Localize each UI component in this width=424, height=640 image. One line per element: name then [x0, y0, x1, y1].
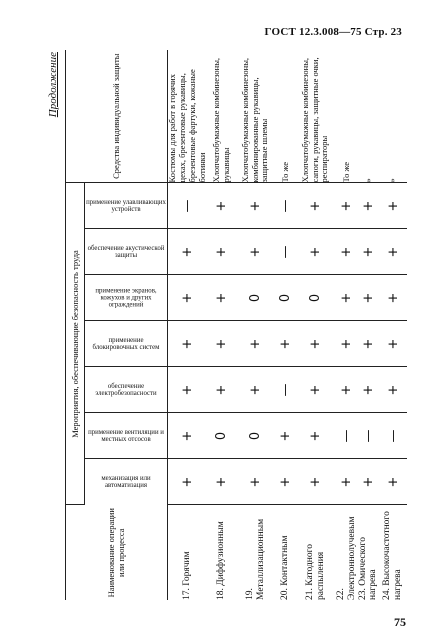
measure-mark: — — [336, 413, 358, 459]
measure-mark: + — [208, 321, 236, 367]
page-number: 75 — [394, 615, 406, 629]
measure-mark: + — [379, 275, 407, 321]
measure-mark: + — [168, 413, 208, 459]
protection-means: То же — [276, 50, 296, 183]
operation-column-header: Наименование операции или процесса — [66, 505, 168, 600]
protection-means: Костюмы для работ в горячих цехах, брезентовые рукавицы, брезентовые фартуки, кожаные ботинки — [168, 50, 208, 183]
rotated-table-area — [45, 50, 404, 600]
measure-mark: + — [276, 459, 296, 505]
measures-group-header: Мероприятия, обеспечивающие безопасность труда — [66, 183, 85, 505]
measure-mark: — — [358, 413, 380, 459]
measure-mark: — — [276, 367, 296, 413]
table-row — [358, 50, 380, 600]
measure-mark: + — [208, 459, 236, 505]
measure-mark: + — [336, 229, 358, 275]
table-row — [336, 50, 358, 600]
table-row — [168, 50, 208, 600]
measure-mark: + — [379, 459, 407, 505]
safety-measures-table — [65, 50, 407, 600]
measure-mark: 0 — [236, 275, 276, 321]
measure-mark: 0 — [296, 275, 336, 321]
operation-name: 18. Диффузионным — [216, 521, 227, 600]
measure-mark: + — [236, 229, 276, 275]
measure-mark: + — [358, 367, 380, 413]
measure-mark: + — [168, 367, 208, 413]
measure-mark: + — [358, 459, 380, 505]
measure-mark: — — [276, 229, 296, 275]
measure-header: применение вентиляции и местных отсосов — [85, 413, 168, 459]
measure-mark: + — [336, 275, 358, 321]
measure-mark: + — [296, 321, 336, 367]
measure-header: применение улавливающих устройств — [85, 183, 168, 229]
table-row — [276, 50, 296, 600]
measure-mark: + — [296, 413, 336, 459]
measure-mark: + — [358, 275, 380, 321]
measure-mark: + — [296, 229, 336, 275]
measure-header: применение экранов, кожухов и других ограждений — [85, 275, 168, 321]
operation-name: 23. Омического нагрева — [357, 537, 379, 600]
measure-mark: — — [379, 413, 407, 459]
measure-mark: + — [236, 321, 276, 367]
measure-mark: — — [168, 183, 208, 229]
operation-name: 21. Катодного распыления — [304, 543, 326, 600]
operation-name: 24. Высокочастотного нагрева — [382, 511, 404, 600]
protection-means: То же — [336, 50, 358, 183]
measure-mark: 0 — [236, 413, 276, 459]
protection-means: » — [358, 50, 380, 183]
measure-mark: + — [296, 367, 336, 413]
continuation-label: Продолжение — [47, 52, 59, 118]
protection-means: Хлопчатобумажные комбинезоны, рукавицы — [208, 50, 236, 183]
measure-mark: + — [168, 229, 208, 275]
measure-mark: + — [168, 459, 208, 505]
measure-mark: + — [379, 321, 407, 367]
measure-mark: + — [336, 459, 358, 505]
measure-mark: + — [358, 321, 380, 367]
protection-means: Хлопчатобумажные комбинезоны, сапоги, рукавицы, защитные очки, респираторы — [296, 50, 336, 183]
measure-mark: + — [296, 459, 336, 505]
measure-mark: + — [296, 183, 336, 229]
measure-header: механизация или автоматизация — [85, 459, 168, 505]
measure-mark: + — [276, 413, 296, 459]
measure-header: обеспечение акустической защиты — [85, 229, 168, 275]
operation-name: 17. Горячим — [182, 551, 193, 600]
protection-means: » — [379, 50, 407, 183]
measure-mark: + — [208, 229, 236, 275]
measure-mark: 0 — [276, 275, 296, 321]
table-row — [296, 50, 336, 600]
measure-mark: 0 — [208, 413, 236, 459]
measure-mark: + — [336, 183, 358, 229]
measure-mark: + — [208, 275, 236, 321]
measure-mark: — — [276, 183, 296, 229]
measure-mark: + — [379, 229, 407, 275]
protection-means: Хлопчатобумажные комбинезоны, комбинированные рукавицы, защитные шлемы — [236, 50, 276, 183]
measure-mark: + — [168, 275, 208, 321]
operation-name: 22. Электроннолучевым — [335, 516, 357, 600]
operation-name: 19. Металлизационным — [244, 518, 266, 600]
measure-mark: + — [208, 367, 236, 413]
page-header: ГОСТ 12.3.008—75 Стр. 23 — [264, 26, 402, 38]
protection-column-header: Средства индивидуальной защиты — [66, 50, 168, 183]
measure-header: обеспечение электробезопасности — [85, 367, 168, 413]
table-row — [236, 50, 276, 600]
measure-mark: + — [358, 183, 380, 229]
measure-mark: + — [236, 183, 276, 229]
measure-mark: + — [236, 459, 276, 505]
measure-mark: + — [276, 321, 296, 367]
measure-mark: + — [236, 367, 276, 413]
measure-mark: + — [336, 321, 358, 367]
table-row — [208, 50, 236, 600]
measure-mark: + — [168, 321, 208, 367]
operation-name: 20. Контактным — [280, 535, 291, 600]
table-row — [379, 50, 407, 600]
measure-mark: + — [208, 183, 236, 229]
measure-mark: + — [336, 367, 358, 413]
measure-mark: + — [379, 367, 407, 413]
measure-header: применение блокировочных систем — [85, 321, 168, 367]
measure-mark: + — [358, 229, 380, 275]
measure-mark: + — [379, 183, 407, 229]
